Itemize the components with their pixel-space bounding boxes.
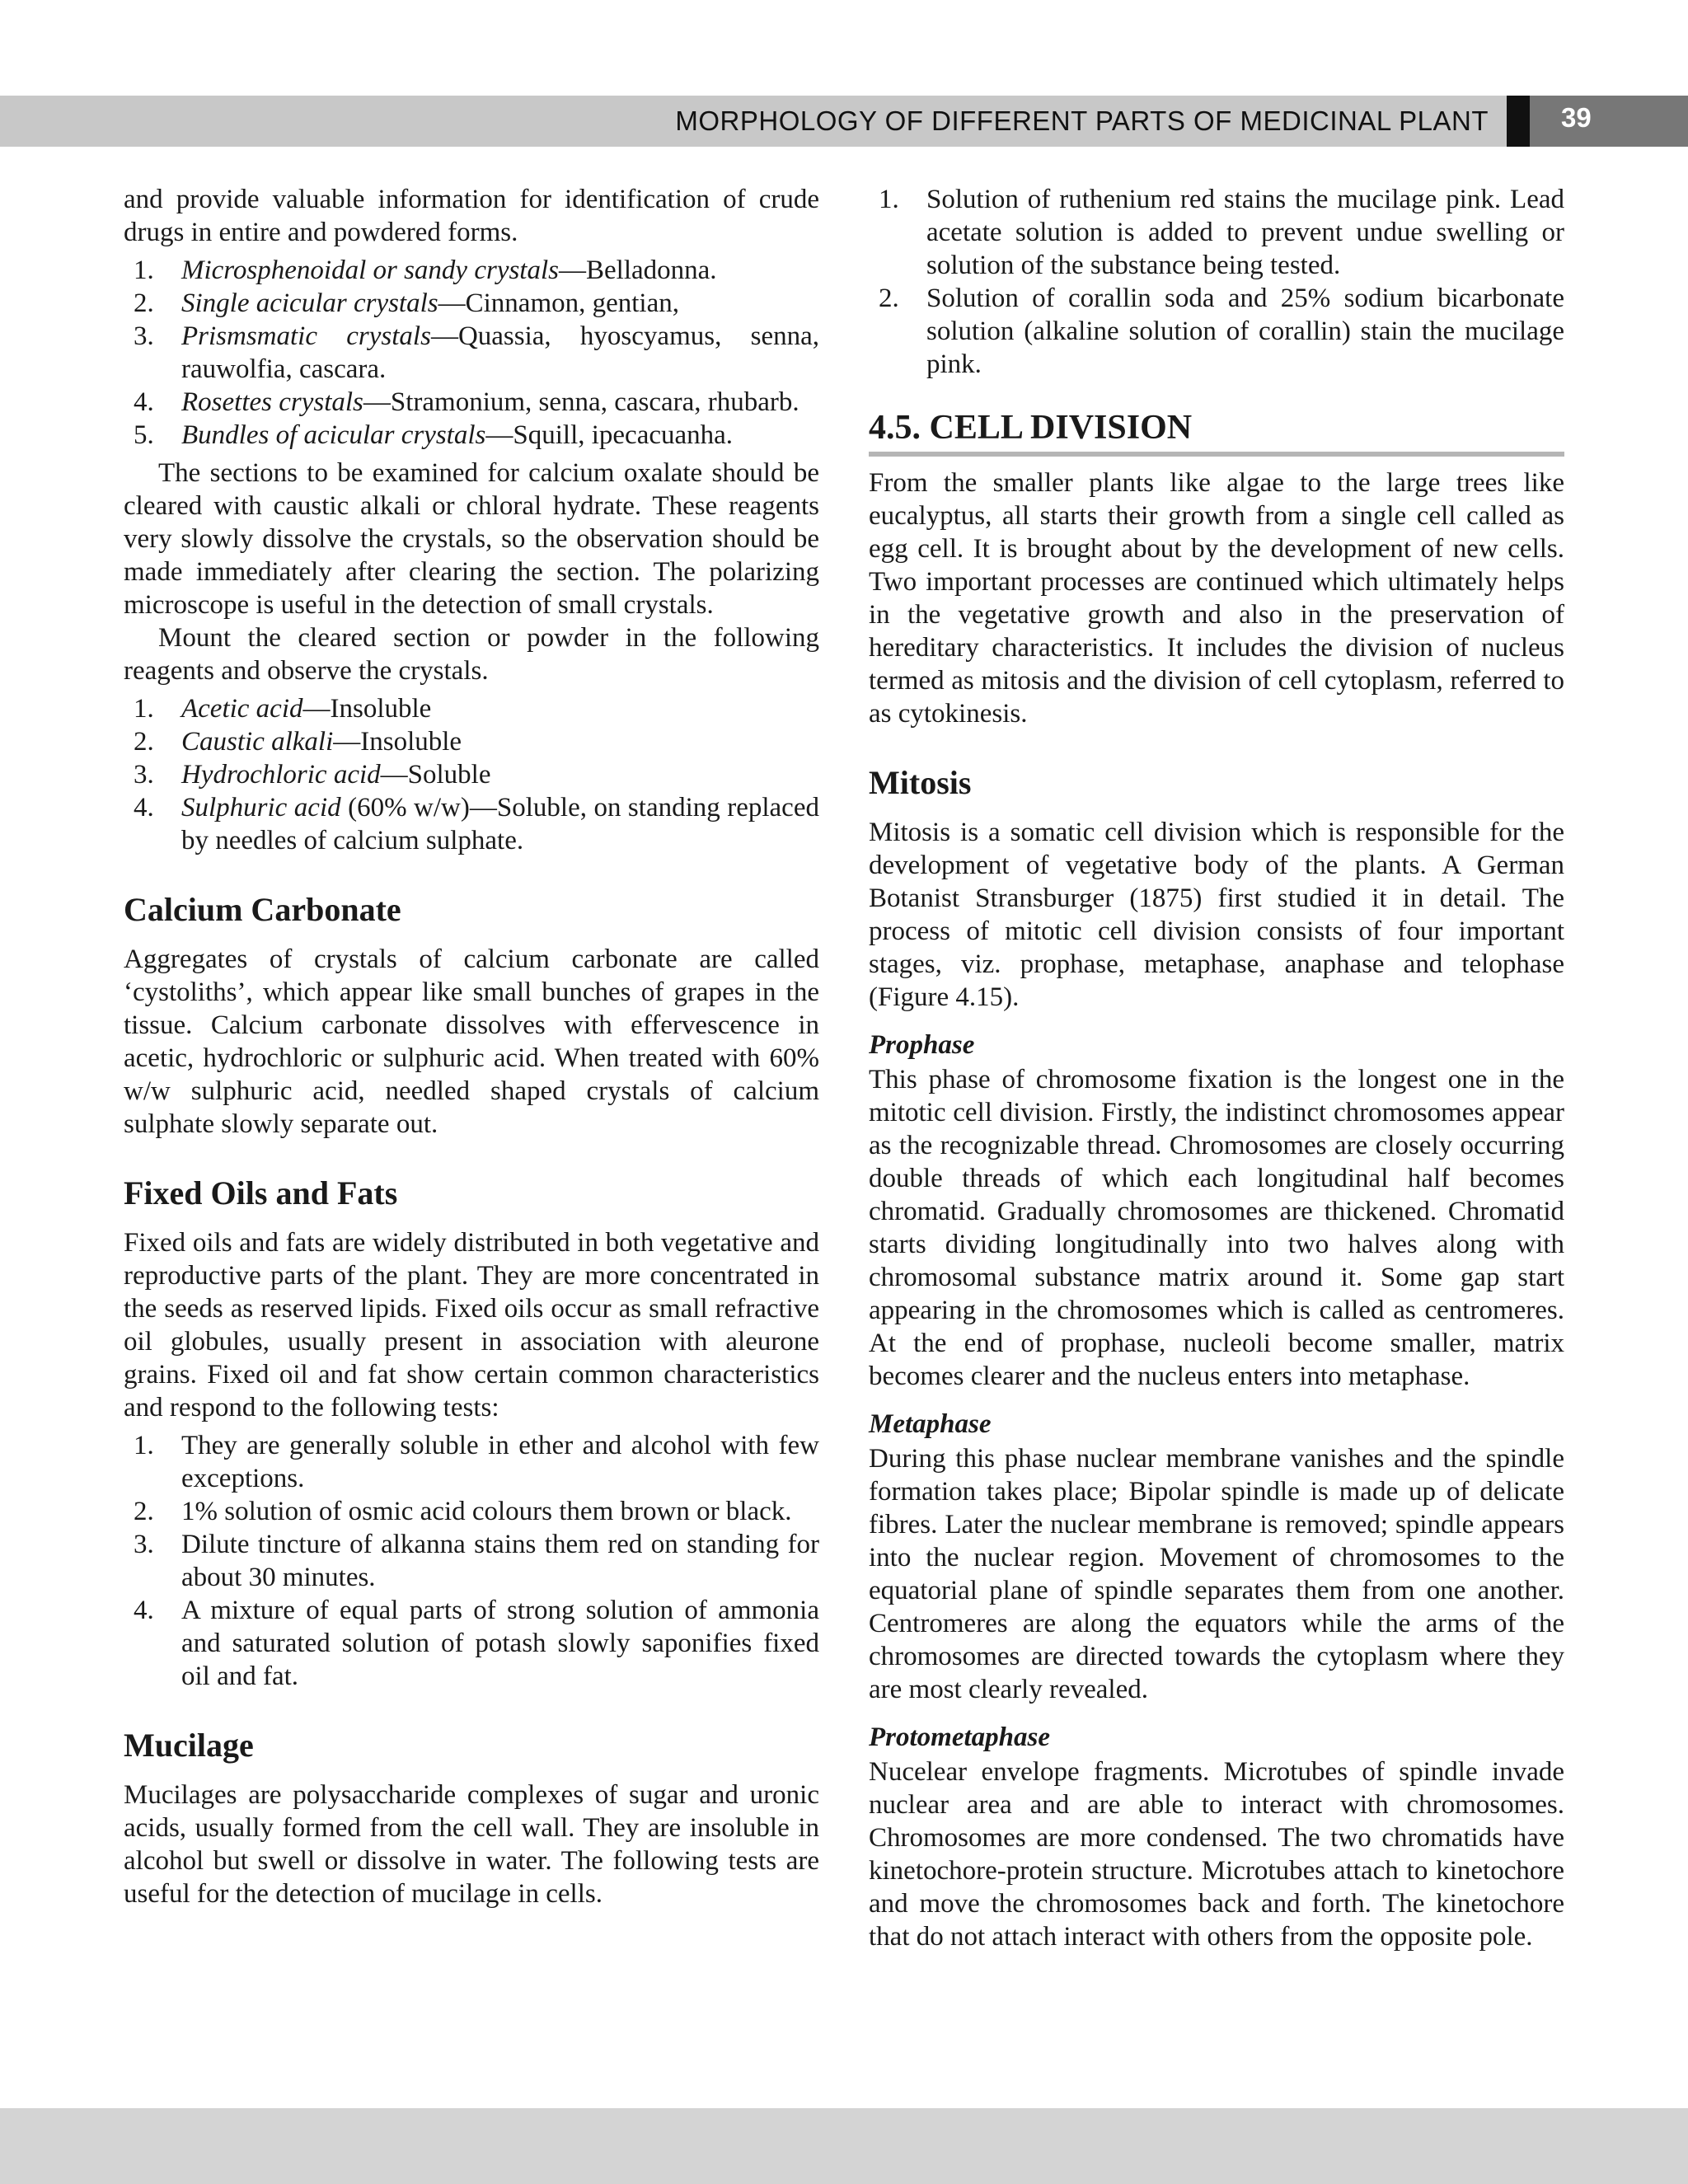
calcium-carbonate-heading: Calcium Carbonate xyxy=(124,891,401,928)
list-item: 2. Single acicular crystals—Cinnamon, gentian, xyxy=(134,288,680,318)
calcium-carbonate-paragraph: Aggregates of crystals of calcium carbonate are called ‘cystoliths’, which appear like small bunches of grapes in the tissue. Calcium carbonate dissolves with effervescence in acetic, hydrochloric or sulphuric acid. When treated with 60% w/w sulphuric acid, needled shaped crystals of calcium sulphate slowly separate out. xyxy=(124,944,819,1139)
right-column xyxy=(869,183,1564,1953)
prophase-heading: Prophase xyxy=(869,1030,975,1060)
mucilage-test-list xyxy=(869,183,1564,381)
protometaphase-heading: Protometaphase xyxy=(869,1722,1050,1752)
metaphase-heading: Metaphase xyxy=(869,1409,992,1439)
mount-paragraph: Mount the cleared section or powder in the following reagents and observe the crystals. xyxy=(124,623,819,686)
page-number-box xyxy=(1507,96,1688,147)
list-item: 1. Microsphenoidal or sandy crystals—Belladonna. xyxy=(134,255,717,285)
crystal-list xyxy=(124,254,819,452)
list-item: 3. Dilute tincture of alkanna stains them red on standing for about 30 minutes. xyxy=(134,1530,819,1592)
list-item: 1. Acetic acid—Insoluble xyxy=(134,694,432,724)
metaphase-paragraph: During this phase nuclear membrane vanishes and the spindle formation takes place; Bipolar spindle is made up of delicate fibres. Later the nuclear membrane is removed; spindle appears into the nuclear region. Movement of chromosomes to the equatorial plane of spindle separates them from one another. Centromeres are along the equators while the arms of the chromosomes are directed towards the cytoplasm where they are most clearly revealed. xyxy=(869,1444,1564,1704)
fixed-oils-paragraph: Fixed oils and fats are widely distributed in both vegetative and reproductive parts of the plant. They are more concentrated in the seeds as reserved lipids. Fixed oils occur as small refractive oil globules, usually present in association with aleurone grains. Fixed oil and fat show certain common characteristics and respond to the following tests: xyxy=(124,1228,819,1422)
prophase-paragraph: This phase of chromosome fixation is the longest one in the mitotic cell division. Firstly, the indistinct chromosomes appear as the recognizable thread. Chromosomes are closely occurring double threads of which each longitudinal half becomes chromatid. Gradually chromosomes are thickened. Chromatid starts dividing longitudinally into two halves along with chromosomal substance matrix around it. Some gap start appearing in the chromosomes which is called as centromeres. At the end of prophase, nucleoli become smaller, matrix becomes clearer and the nucleus enters into metaphase. xyxy=(869,1065,1564,1391)
list-item: 3. Hydrochloric acid—Soluble xyxy=(134,760,491,790)
list-item: 4. Sulphuric acid (60% w/w)—Soluble, on standing replaced by needles of calcium sulphate. xyxy=(134,793,819,855)
mitosis-heading: Mitosis xyxy=(869,764,972,801)
mucilage-heading: Mucilage xyxy=(124,1727,254,1764)
sections-paragraph: The sections to be examined for calcium oxalate should be cleared with caustic alkali or chloral hydrate. These reagents very slowly dissolve the crystals, so the observation should be made immediately after clearing the section. The polarizing microscope is useful in the detection of small crystals. xyxy=(124,458,819,620)
left-column xyxy=(124,183,819,1910)
page-number-marker xyxy=(1507,96,1530,147)
list-item: 2. Solution of corallin soda and 25% sodium bicarbonate solution (alkaline solution of corallin) stain the mucilage pink. xyxy=(879,284,1564,379)
fixed-oils-test-list xyxy=(124,1429,819,1693)
list-item: 4. Rosettes crystals—Stramonium, senna, cascara, rhubarb. xyxy=(134,387,799,417)
list-item: 3. Prismsmatic crystals—Quassia, hyoscyamus, senna, rauwolfia, cascara. xyxy=(134,321,819,384)
list-item: 2. Caustic alkali—Insoluble xyxy=(134,727,462,757)
mucilage-paragraph: Mucilages are polysaccharide complexes of sugar and uronic acids, usually formed from the cell wall. They are insoluble in alcohol but swell or dissolve in water. The following tests are useful for the detection of mucilage in cells. xyxy=(124,1780,819,1909)
footer-band xyxy=(0,2108,1688,2184)
protometaphase-paragraph: Nucelear envelope fragments. Microtubes of spindle invade nuclear area and are able to interact with chromosomes. Chromosomes are more condensed. The two chromatids have kinetochore-protein structure. Microtubes attach to kinetochore and move the chromosomes back and forth. The kinetochore that do not attach interact with others from the opposite pole. xyxy=(869,1757,1564,1952)
running-header-title: MORPHOLOGY OF DIFFERENT PARTS OF MEDICINAL PLANT xyxy=(675,105,1489,136)
fixed-oils-heading: Fixed Oils and Fats xyxy=(124,1174,398,1212)
list-item: 2. 1% solution of osmic acid colours them brown or black. xyxy=(134,1497,792,1526)
list-item: 1. They are generally soluble in ether and alcohol with few exceptions. xyxy=(134,1431,819,1493)
reagent-list xyxy=(124,692,819,857)
page-number: 39 xyxy=(1561,102,1592,133)
list-item: 1. Solution of ruthenium red stains the mucilage pink. Lead acetate solution is added to prevent undue swelling or solution of the substance being tested. xyxy=(879,185,1564,280)
list-item: 5. Bundles of acicular crystals—Squill, ipecacuanha. xyxy=(134,420,734,450)
cell-division-heading: 4.5. CELL DIVISION xyxy=(869,407,1564,457)
cell-division-paragraph: From the smaller plants like algae to the large trees like eucalyptus, all starts their growth from a single cell called as egg cell. It is brought about by the development of new cells. Two important processes are continued which ultimately helps in the vegetative growth and also in the preservation of hereditary characteristics. It includes the division of nucleus termed as mitosis and the division of cell cytoplasm, referred to as cytokinesis. xyxy=(869,468,1564,729)
list-item: 4. A mixture of equal parts of strong solution of ammonia and saturated solution of potash slowly saponifies fixed oil and fat. xyxy=(134,1596,819,1691)
intro-paragraph: and provide valuable information for identification of crude drugs in entire and powdered forms. xyxy=(124,185,819,247)
mitosis-paragraph: Mitosis is a somatic cell division which is responsible for the development of vegetative body of the plants. A German Botanist Stransburger (1875) first studied it in detail. The process of mitotic cell division consists of four important stages, viz. prophase, metaphase, anaphase and telophase (Figure 4.15). xyxy=(869,818,1564,1012)
